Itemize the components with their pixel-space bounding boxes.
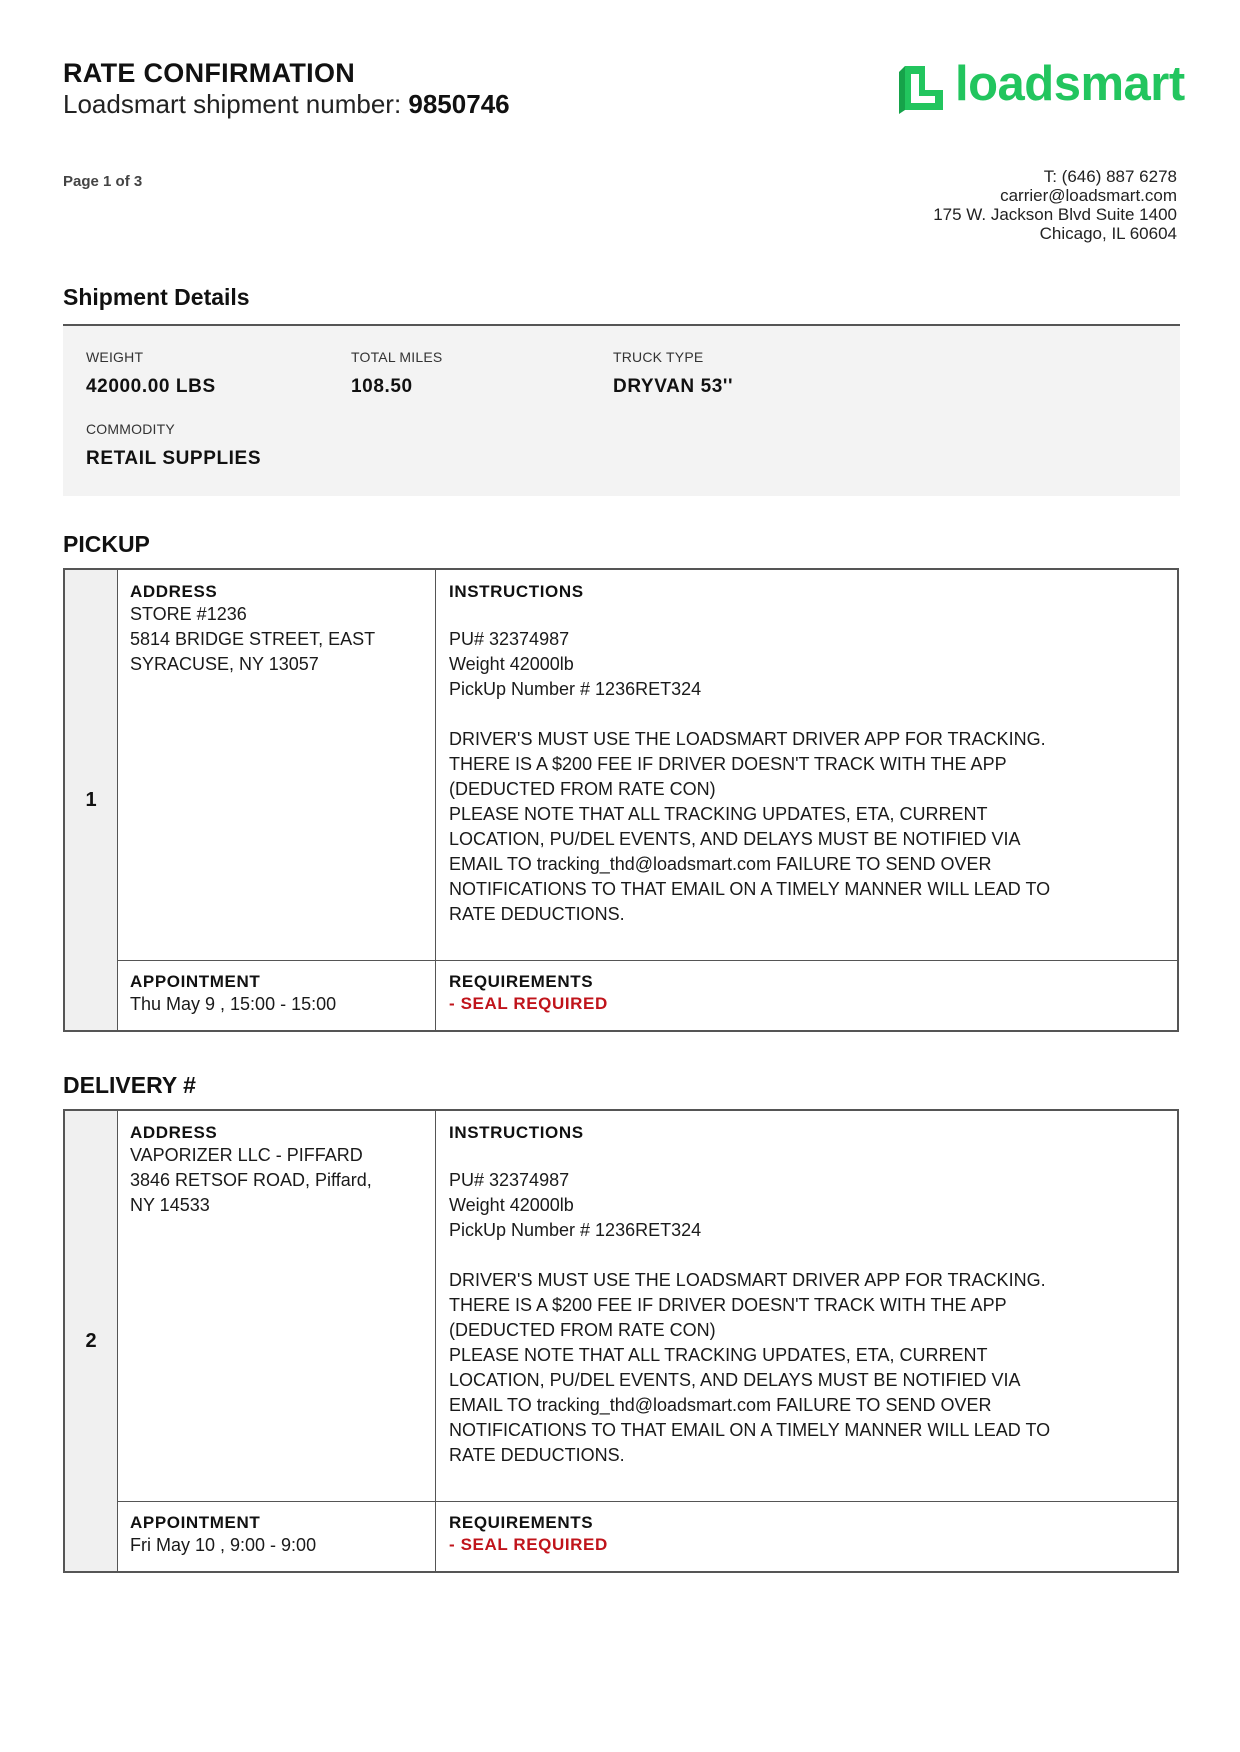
contact-phone: T: (646) 887 6278: [1043, 167, 1177, 186]
pickup-appointment-cell: [117, 960, 436, 1030]
shipment-number-line: [63, 89, 510, 120]
delivery-address: VAPORIZER LLC - PIFFARD 3846 RETSOF ROAD, Piffard, NY 14533: [130, 1145, 372, 1215]
pickup-address: STORE #1236 5814 BRIDGE STREET, EAST SYRACUSE, NY 13057: [130, 604, 376, 674]
pickup-requirement-seal: - SEAL REQUIRED: [449, 994, 608, 1013]
shipment-details-panel: [63, 324, 1180, 496]
delivery-requirement-seal: - SEAL REQUIRED: [449, 1535, 608, 1554]
contact-block: [933, 167, 1177, 243]
pickup-instructions-cell: [436, 570, 1177, 962]
total-miles-label: TOTAL MILES: [351, 349, 443, 365]
delivery-instructions: PU# 32374987 Weight 42000lb PickUp Number # 1236RET324 DRIVER'S MUST USE THE LOADSMART DRIVER APP FOR TRACKING. THERE IS A $200 FEE IF DRIVER DOESN'T TRACK WITH THE APP (DEDUCTED FROM RATE CON) PLEASE NOTE THAT ALL TRACKING UPDATES, ETA, CURRENT LOCATION, PU/DEL EVENTS, AND DELAYS MUST BE NOTIFIED VIA EMAIL TO tracking_thd@loadsmart.com FAILURE TO SEND OVER NOTIFICATIONS TO THAT EMAIL ON A TIMELY MANNER WILL LEAD TO RATE DEDUCTIONS.: [449, 1170, 1051, 1465]
shipment-number: 9850746: [408, 89, 510, 119]
requirements-label: REQUIREMENTS: [449, 972, 594, 991]
contact-email: carrier@loadsmart.com: [1000, 186, 1177, 205]
pickup-instructions: PU# 32374987 Weight 42000lb PickUp Number # 1236RET324 DRIVER'S MUST USE THE LOADSMART DRIVER APP FOR TRACKING. THERE IS A $200 FEE IF DRIVER DOESN'T TRACK WITH THE APP (DEDUCTED FROM RATE CON) PLEASE NOTE THAT ALL TRACKING UPDATES, ETA, CURRENT LOCATION, PU/DEL EVENTS, AND DELAYS MUST BE NOTIFIED VIA EMAIL TO tracking_thd@loadsmart.com FAILURE TO SEND OVER NOTIFICATIONS TO THAT EMAIL ON A TIMELY MANNER WILL LEAD TO RATE DEDUCTIONS.: [449, 629, 1051, 924]
pickup-requirements-cell: [436, 960, 1177, 1030]
appointment-label: APPOINTMENT: [130, 1513, 261, 1532]
pickup-stop-table: [63, 568, 1179, 1032]
delivery-requirements-cell: [436, 1501, 1177, 1571]
delivery-heading: DELIVERY #: [63, 1072, 196, 1098]
address-label: ADDRESS: [130, 582, 218, 601]
stop-number: 1: [65, 570, 118, 1030]
address-label: ADDRESS: [130, 1123, 218, 1142]
document-title: RATE CONFIRMATION: [63, 58, 356, 88]
instructions-label: INSTRUCTIONS: [449, 582, 584, 601]
commodity-label: COMMODITY: [86, 421, 175, 437]
loadsmart-logo-icon: [895, 62, 947, 114]
truck-type-value: DRYVAN 53'': [613, 376, 734, 397]
contact-address-line2: Chicago, IL 60604: [1039, 224, 1177, 243]
requirements-label: REQUIREMENTS: [449, 1513, 594, 1532]
stop-number: 2: [65, 1111, 118, 1571]
pickup-heading: PICKUP: [63, 531, 150, 557]
delivery-appointment-cell: [117, 1501, 436, 1571]
delivery-address-cell: [117, 1111, 436, 1503]
page-indicator: Page 1 of 3: [63, 173, 143, 190]
commodity-value: RETAIL SUPPLIES: [86, 448, 262, 469]
weight-label: WEIGHT: [86, 349, 144, 365]
delivery-instructions-cell: [436, 1111, 1177, 1503]
pickup-appointment: Thu May 9 , 15:00 - 15:00: [130, 994, 337, 1014]
contact-address-line1: 175 W. Jackson Blvd Suite 1400: [933, 205, 1177, 224]
delivery-stop-table: [63, 1109, 1179, 1573]
loadsmart-logo: [895, 57, 1185, 114]
loadsmart-logo-text: loadsmart: [955, 57, 1185, 111]
instructions-label: INSTRUCTIONS: [449, 1123, 584, 1142]
delivery-appointment: Fri May 10 , 9:00 - 9:00: [130, 1535, 317, 1555]
pickup-address-cell: [117, 570, 436, 962]
weight-value: 42000.00 LBS: [86, 376, 216, 397]
shipment-details-heading: Shipment Details: [63, 284, 250, 310]
shipment-number-label: Loadsmart shipment number:: [63, 89, 409, 119]
truck-type-label: TRUCK TYPE: [613, 349, 704, 365]
total-miles-value: 108.50: [351, 376, 413, 397]
appointment-label: APPOINTMENT: [130, 972, 261, 991]
